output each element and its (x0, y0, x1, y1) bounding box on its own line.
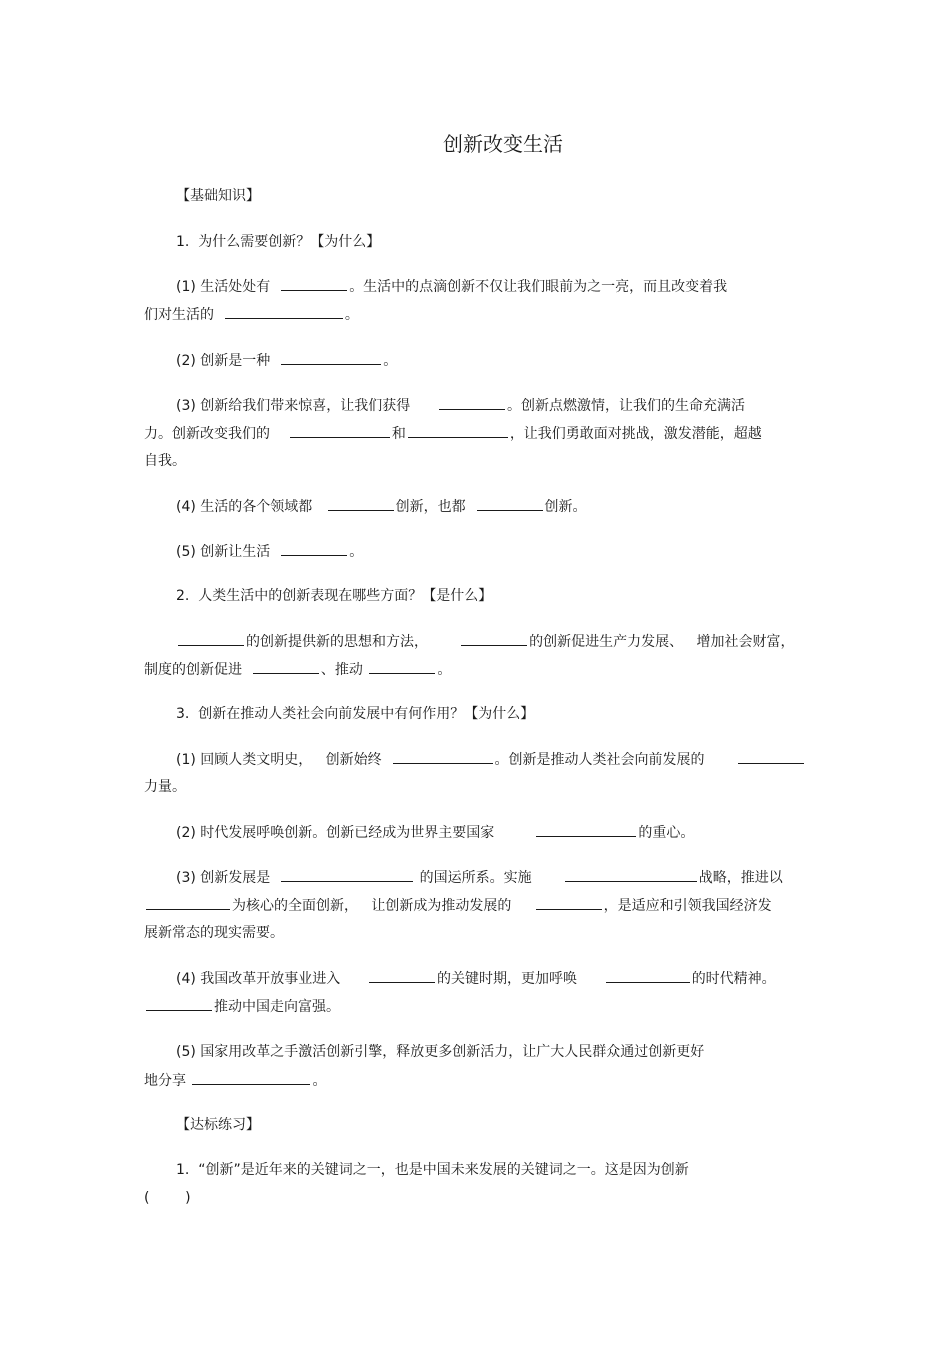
q3-item-1-line-1: (1) 回顾人类文明史， 创新始终 。创新是推动人类社会向前发展的 (176, 749, 806, 770)
answer-blank[interactable] (281, 867, 413, 882)
question-3: 3. 创新在推动人类社会向前发展中有何作用？【为什么】 (176, 706, 535, 722)
answer-blank[interactable] (281, 541, 347, 556)
answer-blank[interactable] (536, 822, 636, 837)
answer-blank[interactable] (439, 395, 505, 410)
answer-blank[interactable] (253, 659, 319, 674)
q3-item-5-line-2: 地分享 。 (144, 1070, 326, 1091)
q3-item-4-line-2: 推动中国走向富强。 (144, 996, 340, 1017)
q1-item-3-line-2: 力。创新改变我们的 和 ，让我们勇敢面对挑战，激发潜能，超越 (144, 423, 762, 444)
q1-item-1-line-2: 们对生活的 。 (144, 304, 359, 325)
section-heading-practice: 【达标练习】 (176, 1117, 260, 1133)
q1-item-5: (5) 创新让生活 。 (176, 541, 363, 562)
q3-item-5-line-1: (5) 国家用改革之手激活创新引擎，释放更多创新活力，让广大人民群众通过创新更好 (176, 1044, 705, 1060)
practice-question-1: 1. “创新”是近年来的关键词之一，也是中国未来发展的关键词之一。这是因为创新 (176, 1162, 689, 1178)
answer-blank[interactable] (225, 304, 343, 319)
answer-blank[interactable] (290, 423, 390, 438)
answer-blank[interactable] (146, 996, 212, 1011)
q1-item-4: (4) 生活的各个领域都 创新，也都 创新。 (176, 496, 587, 517)
answer-blank[interactable] (393, 749, 493, 764)
answer-blank[interactable] (565, 867, 697, 882)
answer-blank[interactable] (536, 895, 602, 910)
answer-blank[interactable] (281, 276, 347, 291)
question-2: 2. 人类生活中的创新表现在哪些方面？【是什么】 (176, 588, 493, 604)
answer-blank[interactable] (738, 749, 804, 764)
page-title: 创新改变生活 (443, 132, 563, 156)
q3-item-4-line-1: (4) 我国改革开放事业进入 的关键时期，更加呼唤 的时代精神。 (176, 968, 776, 989)
answer-blank[interactable] (606, 968, 690, 983)
q3-item-3-line-3: 展新常态的现实需要。 (144, 925, 284, 941)
answer-blank[interactable] (328, 496, 394, 511)
q2-line-1: 的创新提供新的思想和方法， 的创新促进生产力发展、 增加社会财富， (176, 631, 795, 652)
q1-item-3-line-3: 自我。 (144, 453, 186, 469)
section-heading-basics: 【基础知识】 (176, 188, 260, 204)
practice-answer-bracket[interactable]: ( ) (144, 1190, 191, 1206)
q2-line-2: 制度的创新促进 、推动 。 (144, 659, 451, 680)
answer-blank[interactable] (408, 423, 508, 438)
answer-blank[interactable] (369, 968, 435, 983)
question-1: 1. 为什么需要创新？【为什么】 (176, 234, 381, 250)
q1-item-3-line-1: (3) 创新给我们带来惊喜，让我们获得 。创新点燃激情，让我们的生命充满活 (176, 395, 745, 416)
answer-blank[interactable] (178, 631, 244, 646)
q1-item-2: (2) 创新是一种 。 (176, 350, 397, 371)
answer-blank[interactable] (281, 350, 381, 365)
answer-blank[interactable] (477, 496, 543, 511)
q3-item-3-line-2: 为核心的全面创新， 让创新成为推动发展的 ，是适应和引领我国经济发 (144, 895, 772, 916)
q3-item-1-line-2: 力量。 (144, 779, 186, 795)
answer-blank[interactable] (192, 1070, 310, 1085)
q1-item-1-line-1: (1) 生活处处有 。生活中的点滴创新不仅让我们眼前为之一亮，而且改变着我 (176, 276, 727, 297)
answer-blank[interactable] (146, 895, 230, 910)
answer-blank[interactable] (461, 631, 527, 646)
q3-item-2: (2) 时代发展呼唤创新。创新已经成为世界主要国家 的重心。 (176, 822, 694, 843)
answer-blank[interactable] (369, 659, 435, 674)
q3-item-3-line-1: (3) 创新发展是 的国运所系。实施 战略，推进以 (176, 867, 783, 888)
